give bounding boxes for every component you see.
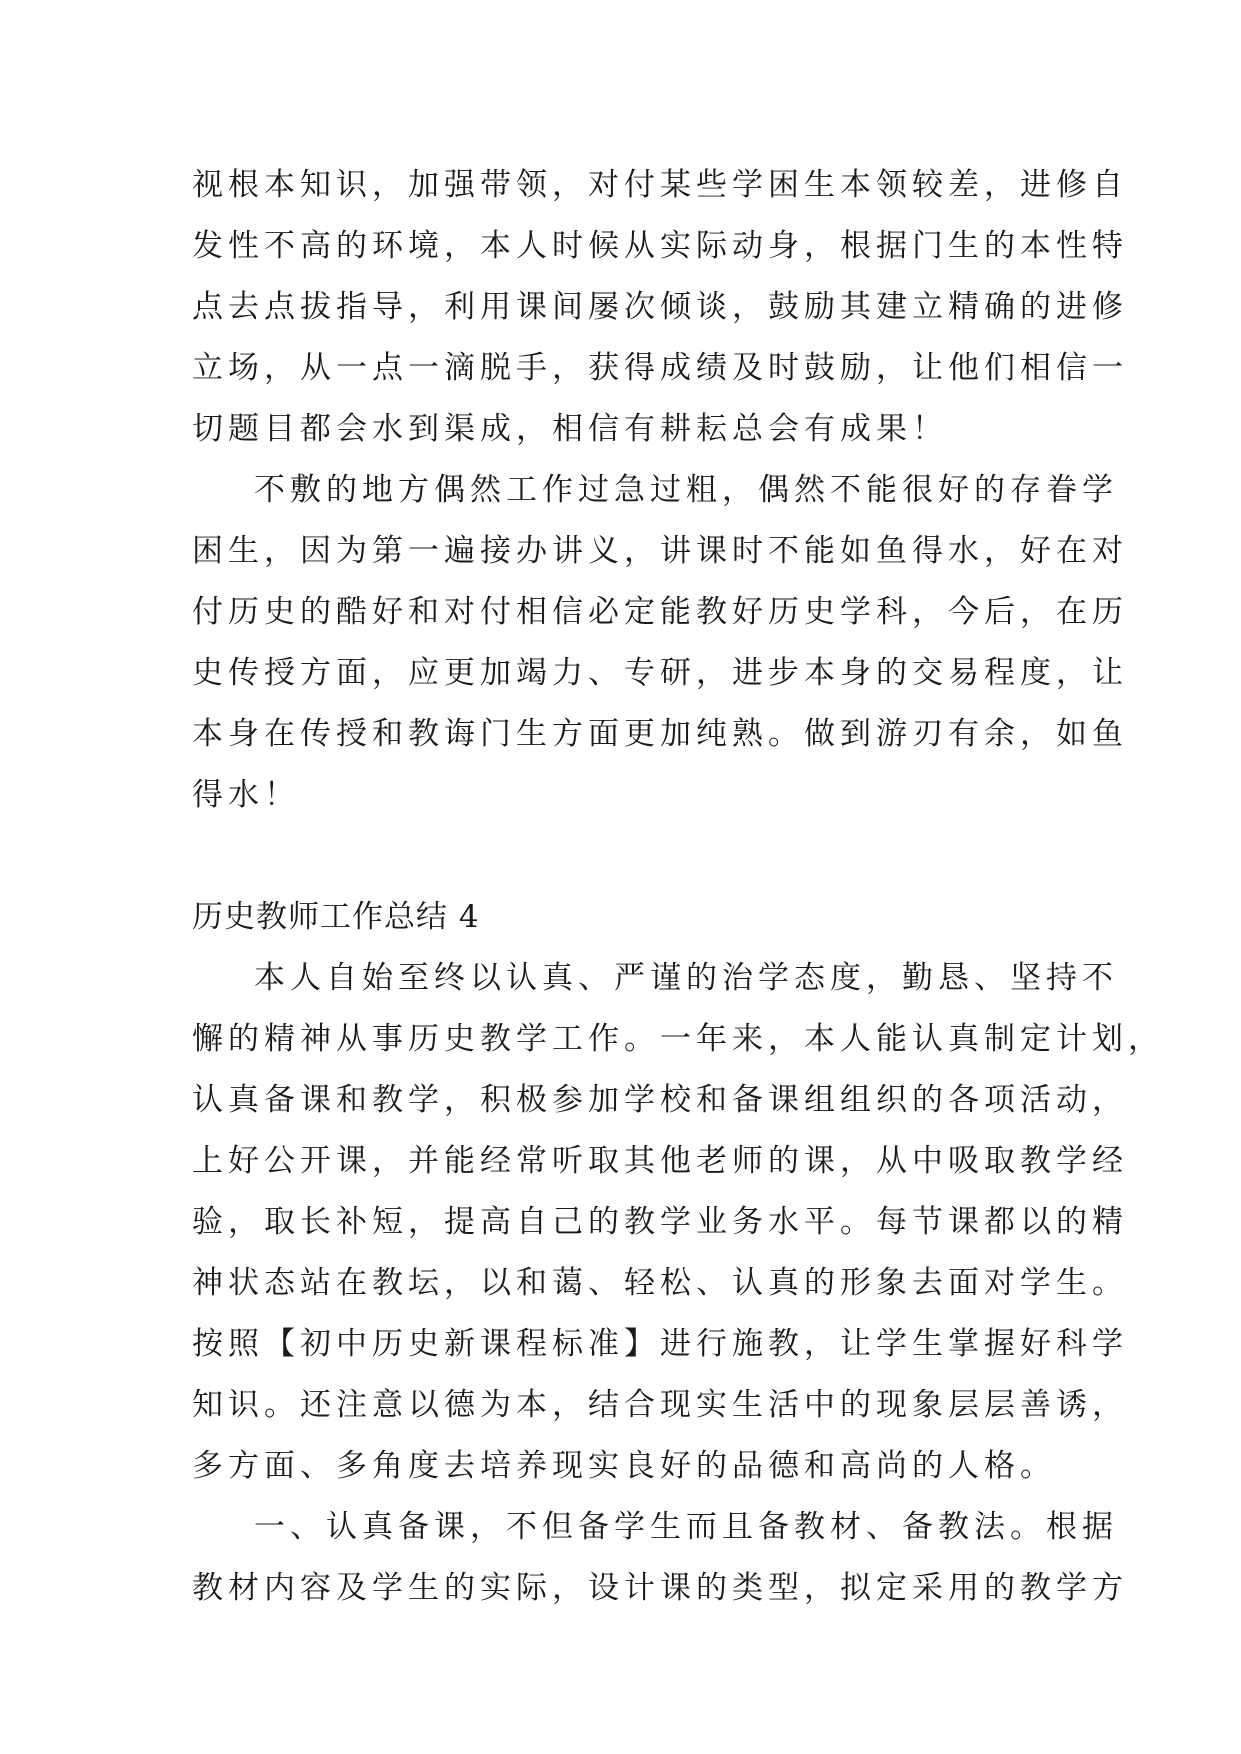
text-line: 不敷的地方偶然工作过急过粗，偶然不能很好的存眷学 — [254, 472, 1118, 508]
text-line: 本身在传授和教诲门生方面更加纯熟。做到游刃有余，如鱼 — [192, 716, 1128, 752]
text-line: 知识。还注意以德为本，结合现实生活中的现象层层善诱， — [192, 1387, 1128, 1423]
text-line: 发性不高的环境，本人时候从实际动身，根据门生的本性特 — [192, 228, 1128, 264]
section-title-text: 历史教师工作总结 4 — [192, 899, 480, 935]
text-line: 一、认真备课，不但备学生而且备教材、备教法。根据 — [254, 1509, 1118, 1545]
text-line: 付历史的酷好和对付相信必定能教好历史学科，今后，在历 — [192, 594, 1128, 630]
text-line: 视根本知识，加强带领，对付某些学困生本领较差，进修自 — [192, 167, 1128, 203]
text-line: 立场，从一点一滴脱手，获得成绩及时鼓励，让他们相信一 — [192, 350, 1128, 386]
text-line: 本人自始至终以认真、严谨的治学态度，勤恳、坚持不 — [254, 960, 1118, 996]
text-line: 点去点拔指导，利用课间屡次倾谈，鼓励其建立精确的进修 — [192, 289, 1128, 325]
text-line: 教材内容及学生的实际，设计课的类型，拟定采用的教学方 — [192, 1570, 1128, 1606]
text-line: 认真备课和教学，积极参加学校和备课组组织的各项活动， — [192, 1082, 1128, 1118]
text-line: 上好公开课，并能经常听取其他老师的课，从中吸取教学经 — [192, 1143, 1128, 1179]
document-body — [192, 155, 1164, 1619]
text-line: 史传授方面，应更加竭力、专研，进步本身的交易程度，让 — [192, 655, 1128, 691]
text-line: 多方面、多角度去培养现实良好的品德和高尚的人格。 — [192, 1448, 1056, 1484]
text-line: 困生，因为第一遍接办讲义，讲课时不能如鱼得水，好在对 — [192, 533, 1128, 569]
text-line: 懈的精神从事历史教学工作。一年来，本人能认真制定计划， — [192, 1021, 1164, 1057]
section-title — [192, 887, 1052, 948]
text-line: 切题目都会水到渠成，相信有耕耘总会有成果！ — [192, 411, 948, 447]
paragraph-continuation — [192, 155, 1128, 460]
blank-line — [192, 826, 1052, 887]
text-line: 验，取长补短，提高自己的教学业务水平。每节课都以的精 — [192, 1204, 1128, 1240]
text-line: 按照【初中历史新课程标准】进行施教，让学生掌握好科学 — [192, 1326, 1128, 1362]
paragraph-lesson-prep — [192, 1497, 1128, 1619]
text-line: 得水！ — [192, 777, 300, 813]
text-line: 神状态站在教坛，以和蔼、轻松、认真的形象去面对学生。 — [192, 1265, 1128, 1301]
paragraph-intro — [192, 948, 1164, 1497]
paragraph-shortcomings — [192, 460, 1128, 826]
